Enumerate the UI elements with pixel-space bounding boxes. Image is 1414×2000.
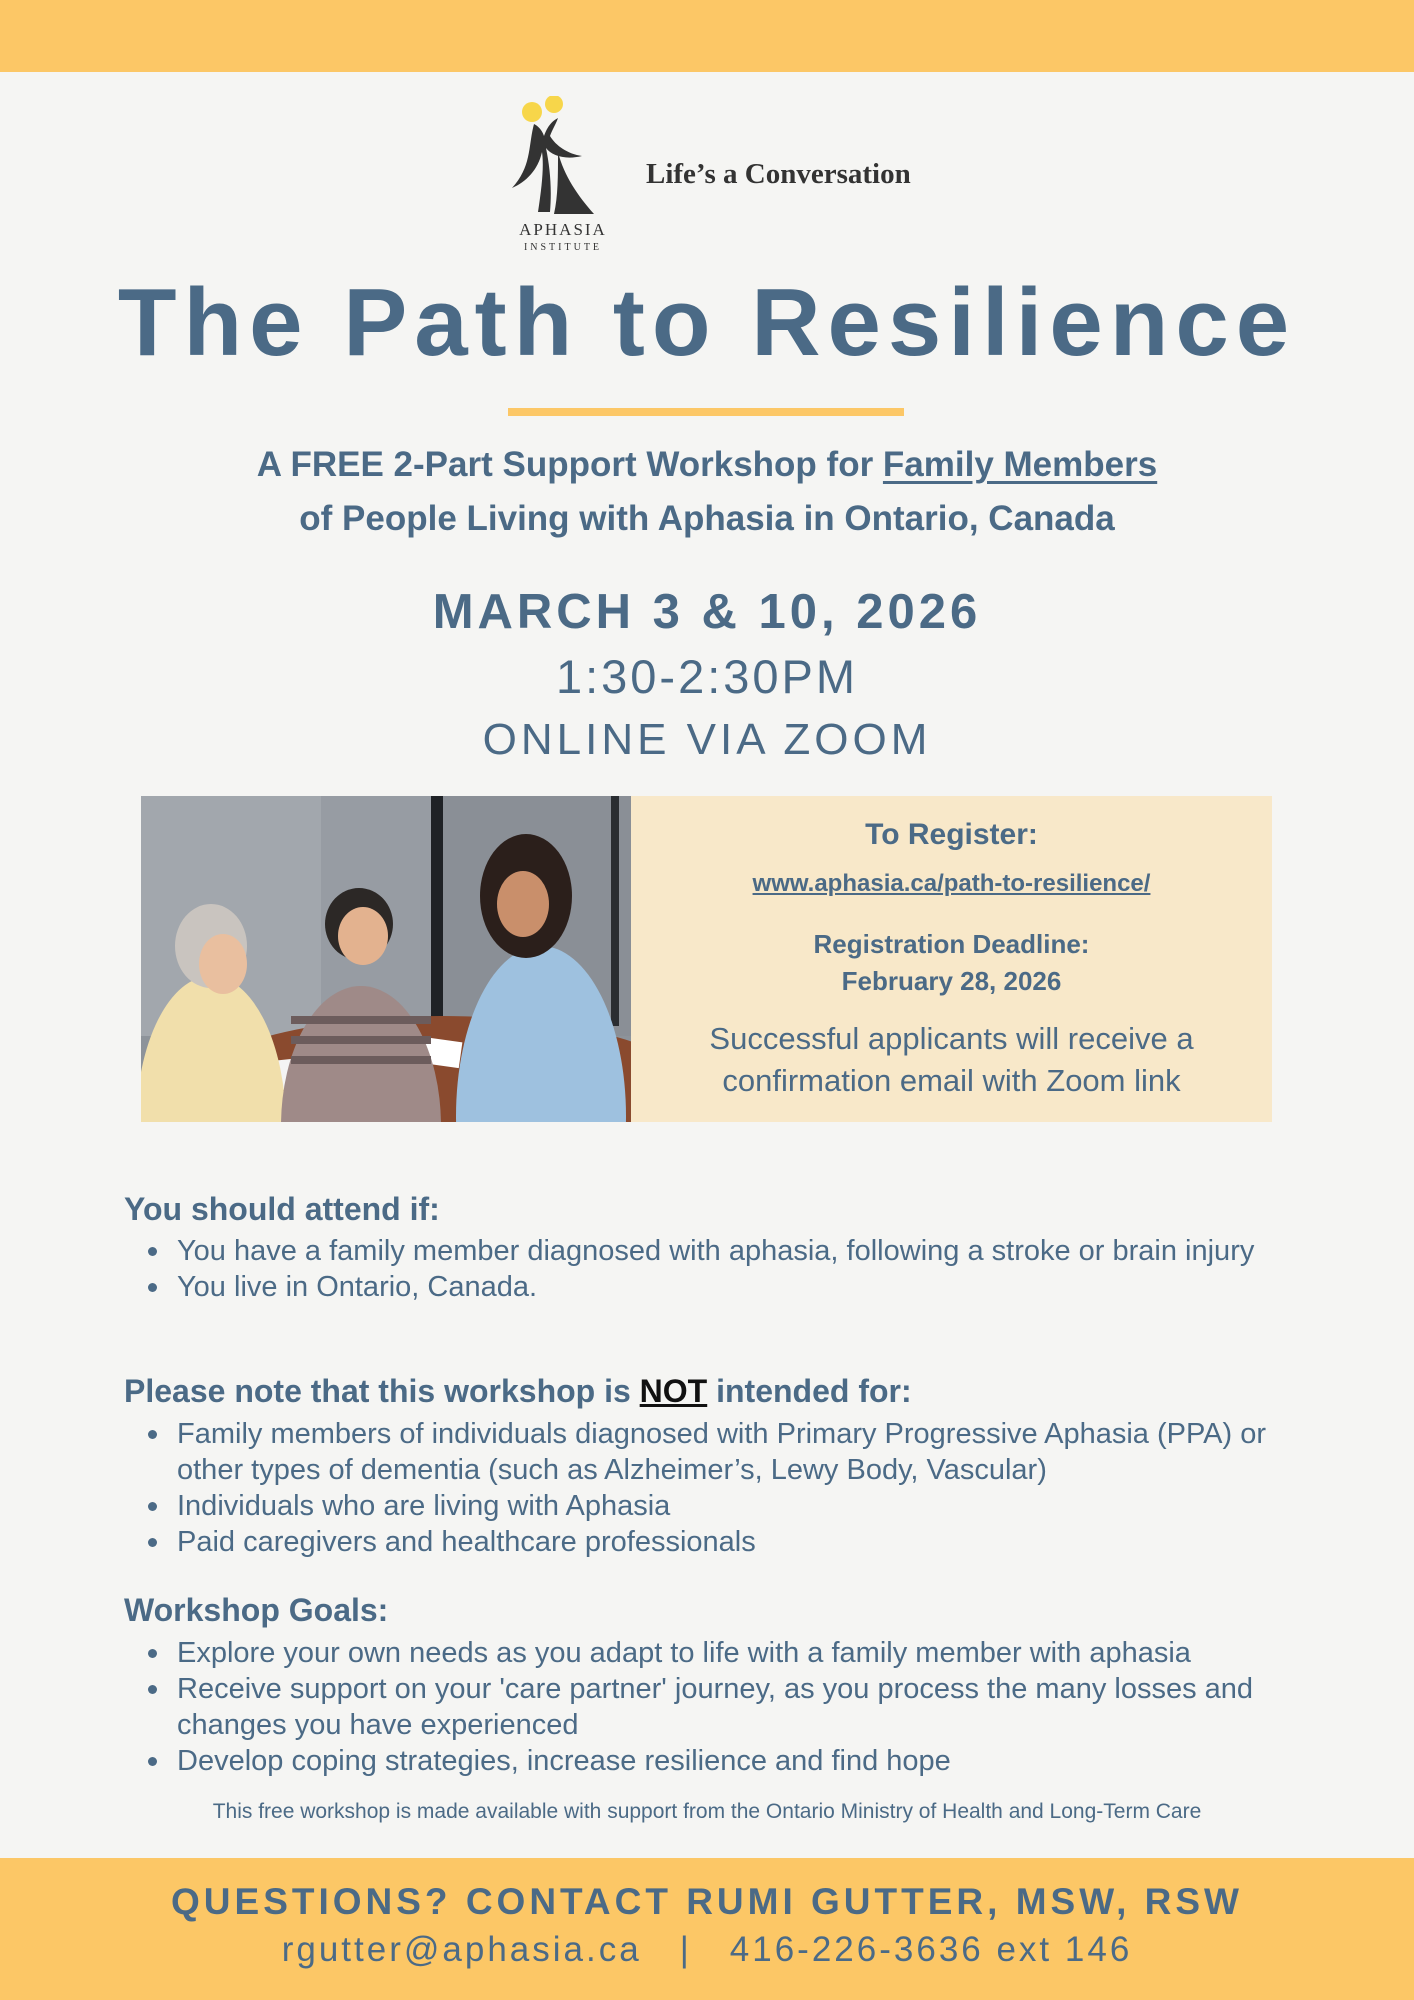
register-link[interactable]: www.aphasia.ca/path-to-resilience/ — [752, 870, 1151, 897]
deadline-date: February 28, 2026 — [841, 966, 1062, 996]
event-time: 1:30-2:30PM — [555, 650, 859, 703]
register-heading: To Register: — [865, 818, 1038, 851]
list-item: You live in Ontario, Canada. — [177, 1269, 1337, 1305]
registration-box — [631, 796, 1272, 1122]
attend-list — [124, 1233, 1337, 1305]
goals-list — [124, 1635, 1337, 1779]
contact-separator: | — [679, 1930, 692, 1969]
contact-phone[interactable]: 416-226-3636 ext 146 — [729, 1930, 1133, 1969]
event-location: ONLINE VIA ZOOM — [482, 715, 932, 764]
registration-note: Successful applicants will receive a confirmation email with Zoom link — [709, 1021, 1194, 1098]
title-divider — [508, 408, 904, 416]
not-for-suffix: intended for: — [707, 1373, 912, 1409]
list-item: Explore your own needs as you adapt to life with a family member with aphasia — [177, 1635, 1337, 1671]
funding-footnote: This free workshop is made available with support from the Ontario Ministry of Health and Long-Term Care — [212, 1800, 1202, 1823]
contact-details — [0, 1926, 1414, 1974]
list-item: Develop coping strategies, increase resilience and find hope — [177, 1743, 1337, 1779]
list-item: You have a family member diagnosed with aphasia, following a stroke or brain injury — [177, 1233, 1337, 1269]
subtitle-line-1 — [0, 438, 1414, 492]
logo-name: APHASIA — [519, 220, 607, 239]
list-item: Individuals who are living with Aphasia — [177, 1488, 1337, 1524]
not-for-list — [124, 1416, 1337, 1560]
goals-heading: Workshop Goals: — [124, 1592, 389, 1628]
list-item: Paid caregivers and healthcare professionals — [177, 1524, 1337, 1560]
top-band — [0, 0, 1414, 72]
aphasia-institute-logo — [498, 96, 628, 260]
workshop-photo — [141, 796, 631, 1122]
list-item: Family members of individuals diagnosed with Primary Progressive Aphasia (PPA) or other types of dementia (such as Alzheimer’s, Lewy Body, Vascular) — [177, 1416, 1337, 1488]
logo-sub: INSTITUTE — [523, 242, 603, 253]
logo-figure-icon — [498, 96, 628, 220]
subtitle-line-2: of People Living with Aphasia in Ontario, Canada — [299, 499, 1115, 538]
not-for-prefix: Please note that this workshop is — [124, 1373, 640, 1409]
list-item: Receive support on your 'care partner' journey, as you process the many losses and changes you have experienced — [177, 1671, 1337, 1743]
contact-heading: QUESTIONS? CONTACT RUMI GUTTER, MSW, RSW — [171, 1881, 1243, 1922]
subtitle-emphasis: Family Members — [882, 445, 1158, 484]
event-date: MARCH 3 & 10, 2026 — [432, 585, 982, 639]
subtitle — [0, 438, 1414, 546]
not-for-heading — [124, 1373, 912, 1410]
page-title: The Path to Resilience — [117, 269, 1297, 376]
registration-deadline — [631, 926, 1272, 1000]
tagline: Life’s a Conversation — [646, 158, 911, 190]
attend-heading: You should attend if: — [124, 1191, 440, 1227]
subtitle-prefix: A FREE 2-Part Support Workshop for — [256, 445, 883, 484]
not-emphasis: NOT — [639, 1373, 708, 1409]
contact-email[interactable]: rgutter@aphasia.ca — [281, 1930, 642, 1969]
deadline-label: Registration Deadline: — [813, 929, 1090, 959]
